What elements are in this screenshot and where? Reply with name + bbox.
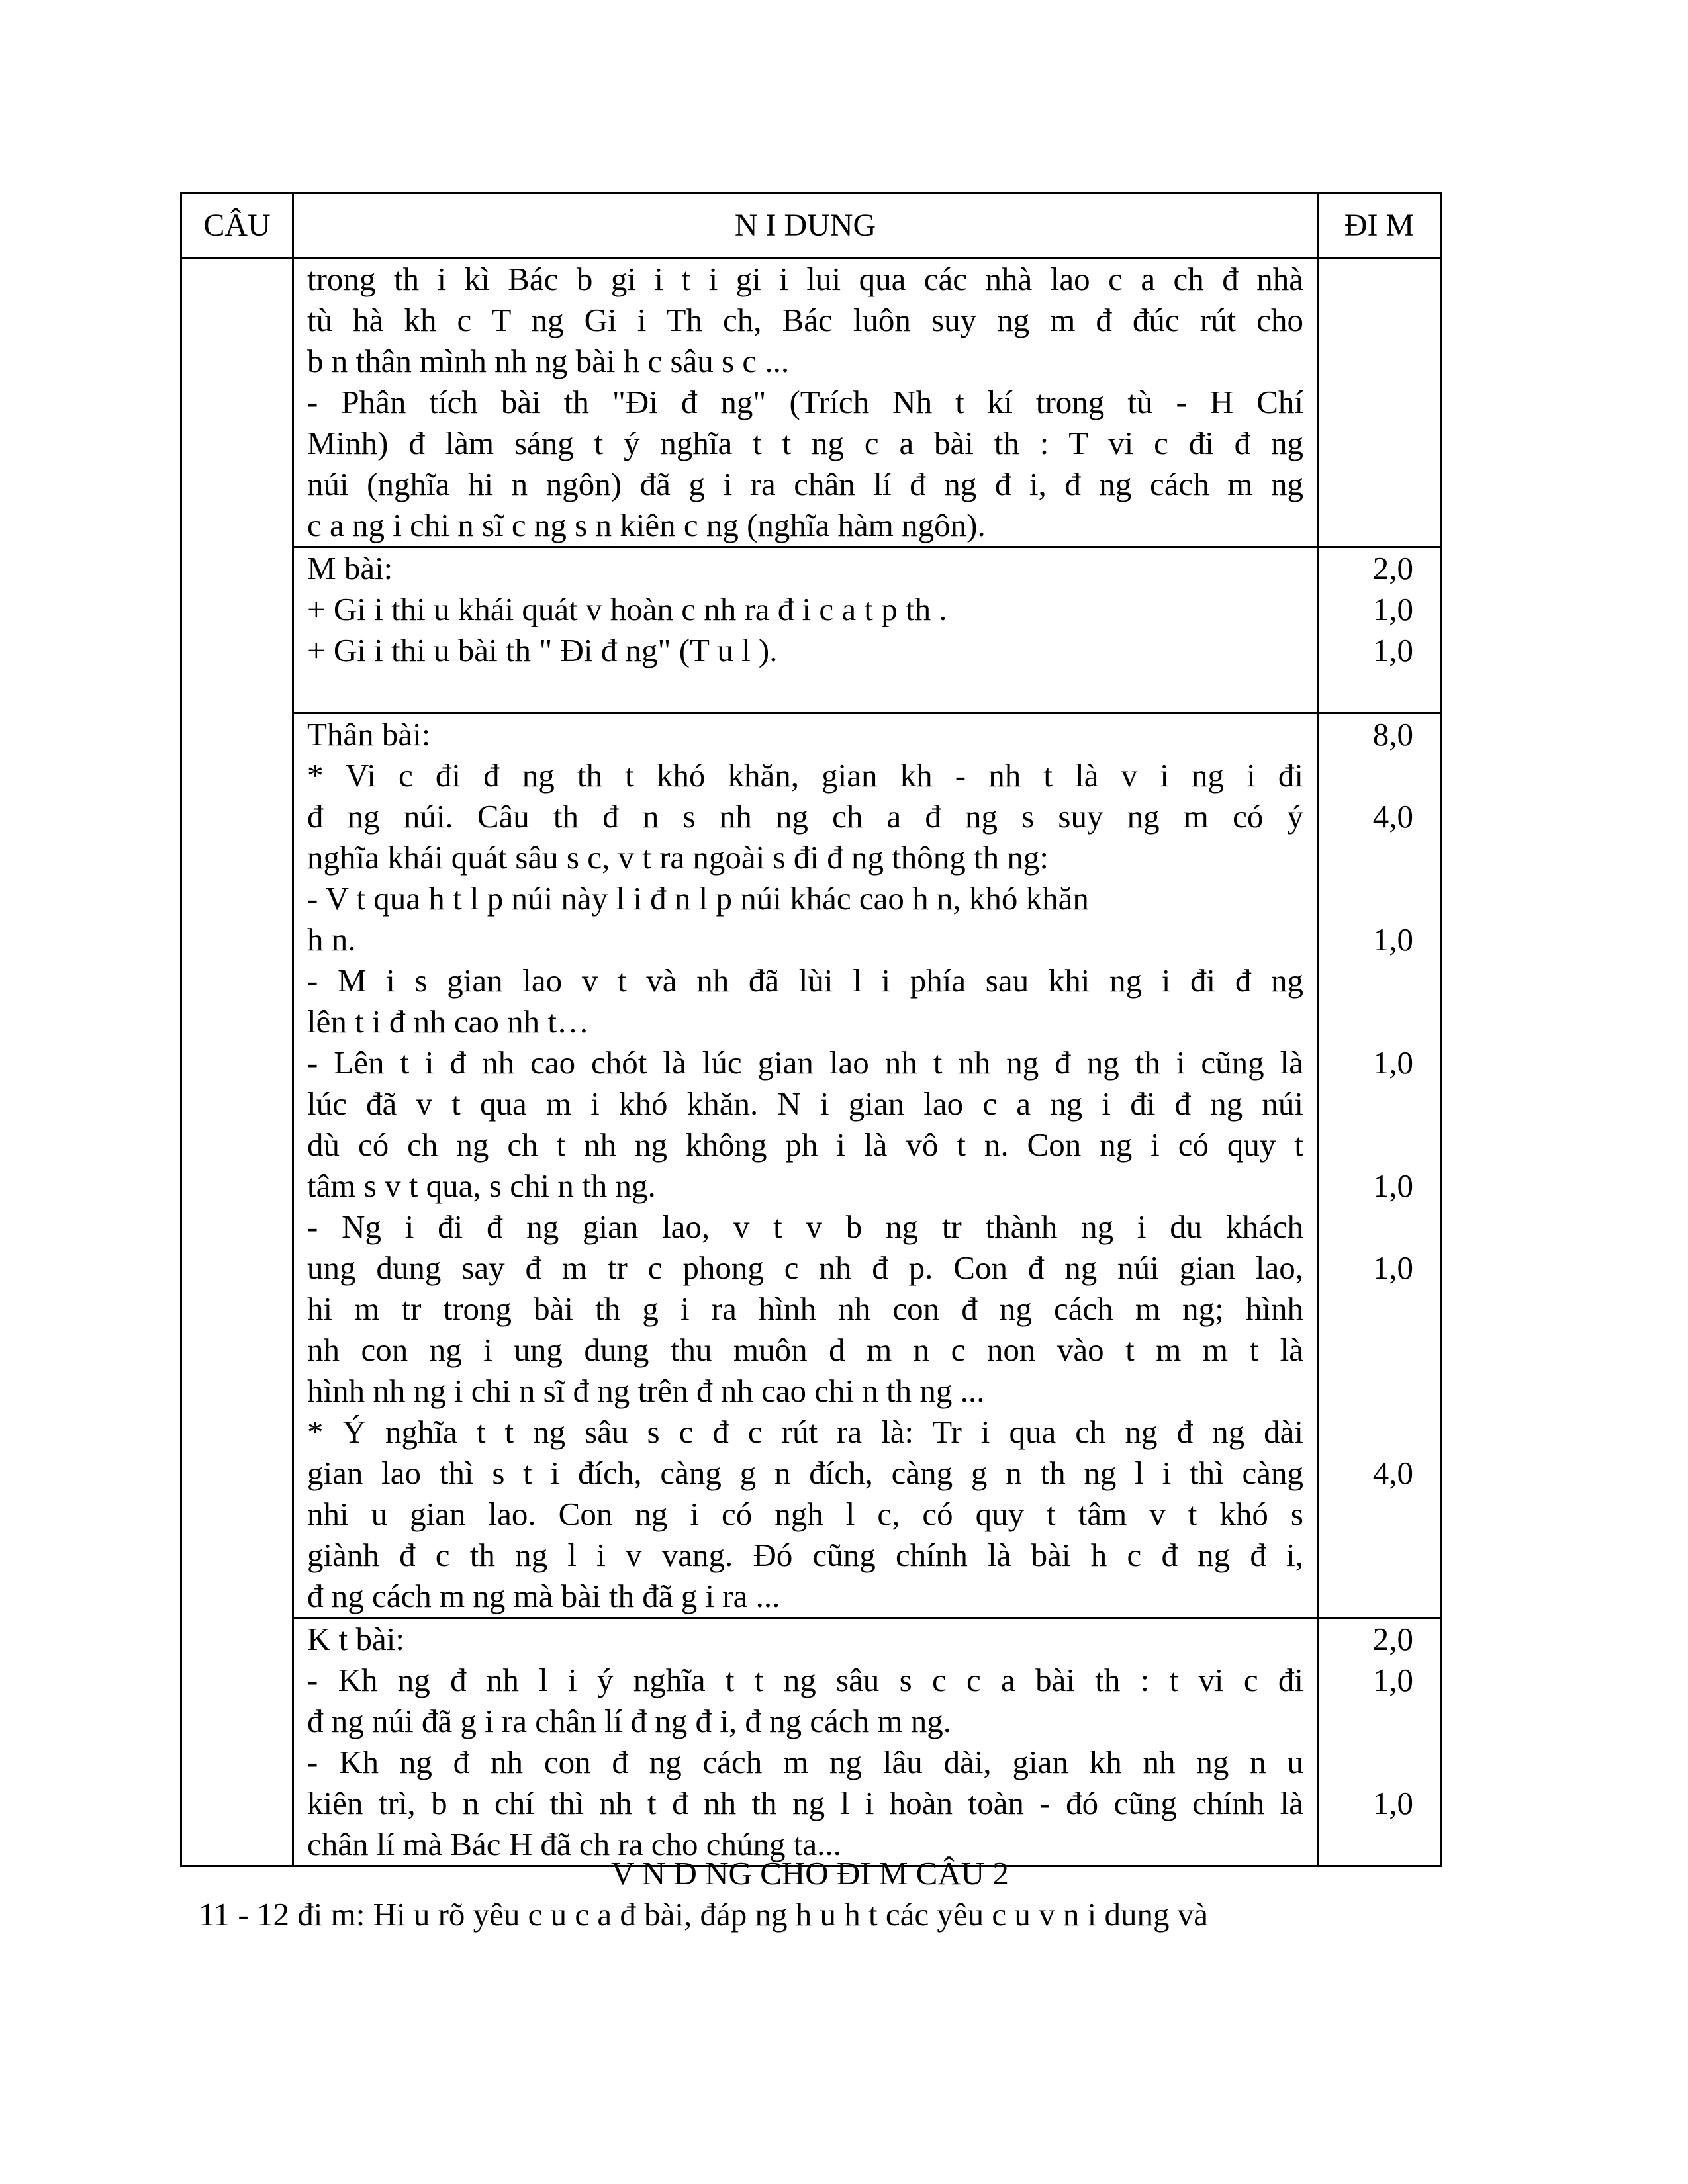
content-line: nh con ng i ung dung thu muôn d m n c non vào t m m t là	[307, 1332, 1303, 1368]
content-line: K t bài:	[307, 1621, 404, 1657]
content-cell-ket-bai	[293, 1618, 1318, 1866]
score-value	[1319, 1701, 1440, 1742]
score-value	[1319, 671, 1440, 712]
score-value	[1319, 1742, 1440, 1783]
score-value: 1,0	[1372, 921, 1413, 958]
score-value: 1,0	[1372, 1250, 1413, 1286]
scoring-guide-title: V N D NG CHO ĐI M CÂU 2	[611, 1855, 1009, 1891]
score-value: 4,0	[1372, 1455, 1413, 1491]
score-cell-ket-bai	[1318, 1618, 1441, 1866]
score-value	[1319, 300, 1440, 341]
question-cell	[181, 258, 293, 1866]
content-cell-mo-bai	[293, 547, 1318, 713]
score-value	[1319, 1330, 1440, 1371]
content-line: hình nh ng i chi n sĩ đ ng trên đ nh cao chi n th ng ...	[307, 1373, 985, 1409]
content-line: + Gi i thi u bài th " Đi đ ng" (T u l ).	[307, 632, 778, 668]
score-value	[1319, 755, 1440, 796]
score-value: 1,0	[1372, 1662, 1413, 1698]
content-line: lên t i đ nh cao nh t…	[307, 1003, 589, 1040]
score-value: 1,0	[1372, 1167, 1413, 1204]
content-line: nghĩa khái quát sâu s c, v t ra ngoài s đi đ ng thông th ng:	[307, 839, 1049, 876]
score-value: 1,0	[1372, 1785, 1413, 1821]
score-value	[1319, 1289, 1440, 1330]
content-line: c a ng i chi n sĩ c ng s n kiên c ng (nghĩa hàm ngôn).	[307, 507, 986, 543]
score-value: 2,0	[1372, 1621, 1413, 1657]
score-value	[1319, 1494, 1440, 1535]
score-value	[1319, 341, 1440, 382]
content-line: tâm s v t qua, s chi n th ng.	[307, 1167, 656, 1204]
content-line: trong th i kì Bác b gi i t i gi i lui qua các nhà lao c a ch đ nhà	[307, 261, 1303, 297]
content-line: hi m tr trong bài th g i ra hình nh con đ ng cách m ng; hình	[307, 1291, 1303, 1327]
scoring-guide-line: 11 - 12 đi m: Hi u rõ yêu c u c a đ bài, đáp ng h u h t các yêu c u v n i dung và	[199, 1896, 1208, 1933]
score-value: 1,0	[1372, 632, 1413, 668]
content-cell-than-bai	[293, 713, 1318, 1618]
content-line: đ ng cách m ng mà bài th đã g i ra ...	[307, 1578, 780, 1614]
content-line: nhi u gian lao. Con ng i có ngh l c, có quy t tâm v t khó s	[307, 1496, 1303, 1532]
content-line: - M i s gian lao v t và nh đã lùi l i phía sau khi ng i đi đ ng	[307, 962, 1303, 999]
content-line: kiên trì, b n chí thì nh t đ nh th ng l i hoàn toàn - đó cũng chính là	[307, 1785, 1303, 1821]
section-row	[181, 1618, 1441, 1866]
score-value	[1319, 1001, 1440, 1042]
score-value	[1319, 1124, 1440, 1165]
section-row	[181, 713, 1441, 1618]
section-row	[181, 258, 1441, 547]
content-line: - Kh ng đ nh con đ ng cách m ng lâu dài, gian kh nh ng n u	[307, 1744, 1303, 1780]
score-value	[1319, 382, 1440, 423]
score-value	[1319, 878, 1440, 919]
content-line: dù có ch ng ch t nh ng không ph i là vô t n. Con ng i có quy t	[307, 1126, 1303, 1163]
score-cell-intro	[1318, 258, 1441, 547]
content-line: lúc đã v t qua m i khó khăn. N i gian lao c a ng i đi đ ng núi	[307, 1085, 1303, 1122]
score-value: 1,0	[1372, 1044, 1413, 1081]
content-line: - Phân tích bài th "Đi đ ng" (Trích Nh t kí trong tù - H Chí	[307, 384, 1303, 420]
content-line: Minh) đ làm sáng t ý nghĩa t t ng c a bài th : T vi c đi đ ng	[307, 425, 1303, 461]
content-line: tù hà kh c T ng Gi i Th ch, Bác luôn suy ng m đ đúc rút cho	[307, 302, 1303, 338]
content-line: + Gi i thi u khái quát v hoàn c nh ra đ i c a t p th .	[307, 591, 947, 627]
score-value	[1319, 1535, 1440, 1576]
score-cell-than-bai	[1318, 713, 1441, 1618]
content-line: ung dung say đ m tr c phong c nh đ p. Con đ ng núi gian lao,	[307, 1250, 1303, 1286]
score-value	[1319, 505, 1440, 546]
table-body	[181, 258, 1441, 1866]
content-line	[307, 671, 1303, 712]
content-line: - Kh ng đ nh l i ý nghĩa t t ng sâu s c c a bài th : t vi c đi	[307, 1662, 1303, 1698]
score-value: 1,0	[1372, 591, 1413, 627]
content-line: * Vi c đi đ ng th t khó khăn, gian kh - nh t là v i ng i đi	[307, 757, 1303, 794]
content-line: giành đ c th ng l i v vang. Đó cũng chính là bài h c đ ng đ i,	[307, 1537, 1303, 1573]
content-line: h n.	[307, 921, 356, 958]
content-line: - Lên t i đ nh cao chót là lúc gian lao nh t nh ng đ ng th i cũng là	[307, 1044, 1303, 1081]
content-line: đ ng núi. Câu th đ n s nh ng ch a đ ng s suy ng m có ý	[307, 798, 1303, 835]
content-line: M bài:	[307, 550, 393, 586]
score-cell-mo-bai	[1318, 547, 1441, 713]
score-value	[1319, 1576, 1440, 1617]
content-line: * Ý nghĩa t t ng sâu s c đ c rút ra là: Tr i qua ch ng đ ng dài	[307, 1414, 1303, 1450]
content-line: - V t qua h t l p núi này l i đ n l p núi khác cao h n, khó khăn	[307, 880, 1089, 917]
header-content: N I DUNG	[293, 193, 1318, 258]
grading-table	[180, 192, 1442, 1867]
content-line: Thân bài:	[307, 716, 431, 752]
score-value	[1319, 1412, 1440, 1453]
score-value: 2,0	[1372, 550, 1413, 586]
score-value	[1319, 1083, 1440, 1124]
score-value	[1319, 960, 1440, 1001]
content-line: gian lao thì s t i đích, càng g n đích, càng g n th ng l i thì càng	[307, 1455, 1303, 1491]
content-line: đ ng núi đã g i ra chân lí đ ng đ i, đ ng cách m ng.	[307, 1703, 951, 1739]
score-value: 4,0	[1372, 798, 1413, 835]
content-line: b n thân mình nh ng bài h c sâu s c ...	[307, 343, 790, 379]
score-value	[1319, 464, 1440, 505]
content-line: - Ng i đi đ ng gian lao, v t v b ng tr thành ng i du khách	[307, 1208, 1303, 1245]
content-cell-intro	[293, 258, 1318, 547]
header-row	[181, 193, 1441, 258]
score-value	[1319, 837, 1440, 878]
header-score: ĐI M	[1318, 193, 1441, 258]
header-cau: CÂU	[181, 193, 293, 258]
content-line: núi (nghĩa hi n ngôn) đã g i ra chân lí đ ng đ i, đ ng cách m ng	[307, 466, 1303, 502]
score-value	[1319, 259, 1440, 300]
content-line: chân lí mà Bác H đã ch ra cho chúng ta...	[307, 1826, 841, 1862]
section-row	[181, 547, 1441, 713]
score-value: 8,0	[1372, 716, 1413, 752]
score-value	[1319, 1371, 1440, 1412]
score-value	[1319, 423, 1440, 464]
score-value	[1319, 1206, 1440, 1248]
